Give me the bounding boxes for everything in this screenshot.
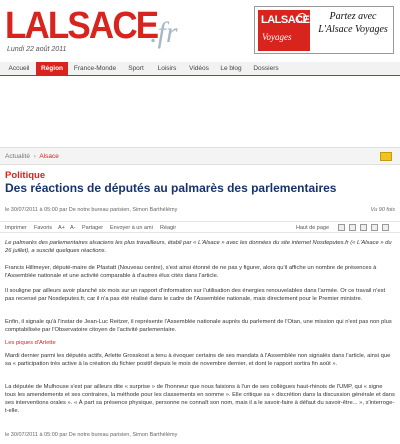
logo-main-text: LALSACE <box>5 5 158 47</box>
ad-logo-subtitle: Voyages <box>262 32 292 42</box>
top-of-page-link[interactable]: Haut de page <box>296 225 330 231</box>
add-icon[interactable] <box>382 224 389 231</box>
article-lead: Le palmarès des parlementaires alsaciens les plus travailleurs, établi par « L'Alsace » avec les données du site internet Nosdeputes.fr (« L'Alsace » du 26 juillet), a suscité quelques réactions. <box>5 240 392 254</box>
share-button[interactable]: Partager <box>82 225 104 231</box>
rss-icon[interactable] <box>380 152 392 161</box>
article-paragraph: Mardi dernier parmi les députés actifs, Arlette Grosskost a tenu à évoquer certains de ses mandats à l'Assemblée non signalés dans l'article, ainsi que sa « participation très active à la création du fichier positif depuis le mois de novembre dernier, et dont le rapport sortira fin août ». <box>5 353 391 367</box>
article-footer-meta: le 30/07/2011 à 05:00 par De notre bureau parisien, Simon Barthélémy <box>5 432 178 438</box>
article-paragraph: Il souligne par ailleurs avoir planché six mois sur un rapport d'information sur l'utilisation des énergies renouvelables dans l'armée. Or ce travail n'est pas recensé par Nosdeputes.fr, car il n'a pas été réalisé dans le cadre de l'Assemblée nationale, mais directement pour le Premier ministre. <box>5 288 386 302</box>
share-icon[interactable] <box>360 224 367 231</box>
breadcrumb-separator: › <box>33 153 36 160</box>
article-toolbar <box>0 221 400 233</box>
print-button[interactable]: Imprimer <box>5 225 27 231</box>
favorites-button[interactable]: Favoris <box>34 225 53 231</box>
view-count: Vu 90 fois <box>370 207 395 213</box>
breadcrumb-root[interactable]: Actualité <box>5 153 30 160</box>
article-paragraph: Francis Hillmeyer, député-maire de Pfastatt (Nouveau centre), s'est ainsi étonné de ne pas y figurer, alors qu'il affiche un nombre de présences à l'Assemblée nationale et une activité comparable à d'autres élus cités dans l'article. <box>5 265 377 279</box>
comment-button[interactable]: Réagir <box>160 225 177 231</box>
current-date: Lundi 22 août 2011 <box>7 46 67 53</box>
nav-item-videos[interactable]: Vidéos <box>189 65 209 72</box>
article-headline: Des réactions de députés au palmarès des parlementaires <box>5 181 337 195</box>
article-meta <box>5 207 395 213</box>
ad-logo-title: LALSACE <box>261 14 310 26</box>
bookmark-icon[interactable] <box>371 224 378 231</box>
mail-icon[interactable] <box>349 224 356 231</box>
ad-text: Partez avec L'Alsace Voyages <box>318 11 388 35</box>
send-to-friend-button[interactable]: Envoyer à un ami <box>110 225 153 231</box>
site-header <box>0 0 400 60</box>
article-paragraph: Enfin, il signale qu'à l'instar de Jean-Luc Reitzer, il représente l'Assemblée nationale auprès du parlement de l'Otan, une mission qui n'est pas non plus comptabilisée par l'Observatoire citoyen de l'activité parlementaire. <box>5 319 392 333</box>
ad-logo <box>258 10 310 51</box>
nav-item-le-blog[interactable]: Le blog <box>220 65 242 72</box>
site-logo[interactable] <box>5 6 205 56</box>
article-paragraph: La députée de Mulhouse s'est par ailleurs dite « surprise » de l'honneur que nous faisions à l'un de ses collègues haut-rhinois de l'UMP, qui « signe tous les amendements et ses contraires, la méthode pour les classements en somme ». Elle critique sa « discrétion dans la discussion générale et dans ses interventions orales ». « À part sa présence physique, personne ne connaît son nom, mais il a le savoir-faire à défaut du savoir-être... », s'interroge-t-elle. <box>5 384 395 414</box>
breadcrumb-current[interactable]: Alsace <box>39 153 59 160</box>
article-subhead: Les piques d'Arlette <box>5 340 56 346</box>
nav-item-france-monde[interactable]: France-Monde <box>73 65 117 72</box>
nav-item-region[interactable]: Région <box>36 62 68 76</box>
main-nav <box>0 62 400 76</box>
ad-space <box>0 77 400 147</box>
nav-item-accueil[interactable]: Accueil <box>8 65 30 72</box>
nav-item-sport[interactable]: Sport <box>128 65 144 72</box>
article-byline: le 30/07/2011 à 05:00 par De notre bureau parisien, Simon Barthélémy <box>5 207 178 213</box>
breadcrumb-bar <box>0 147 400 165</box>
font-smaller-button[interactable]: A- <box>70 225 76 231</box>
nav-item-dossiers[interactable]: Dossiers <box>253 65 279 72</box>
nav-item-loisirs[interactable]: Loisirs <box>157 65 177 72</box>
font-bigger-button[interactable]: A+ <box>58 225 65 231</box>
breadcrumb <box>5 153 59 160</box>
print-icon[interactable] <box>338 224 345 231</box>
ad-banner[interactable] <box>254 6 394 54</box>
logo-suffix: .fr <box>150 16 178 49</box>
globe-icon <box>297 13 307 23</box>
section-title[interactable]: Politique <box>5 170 46 181</box>
